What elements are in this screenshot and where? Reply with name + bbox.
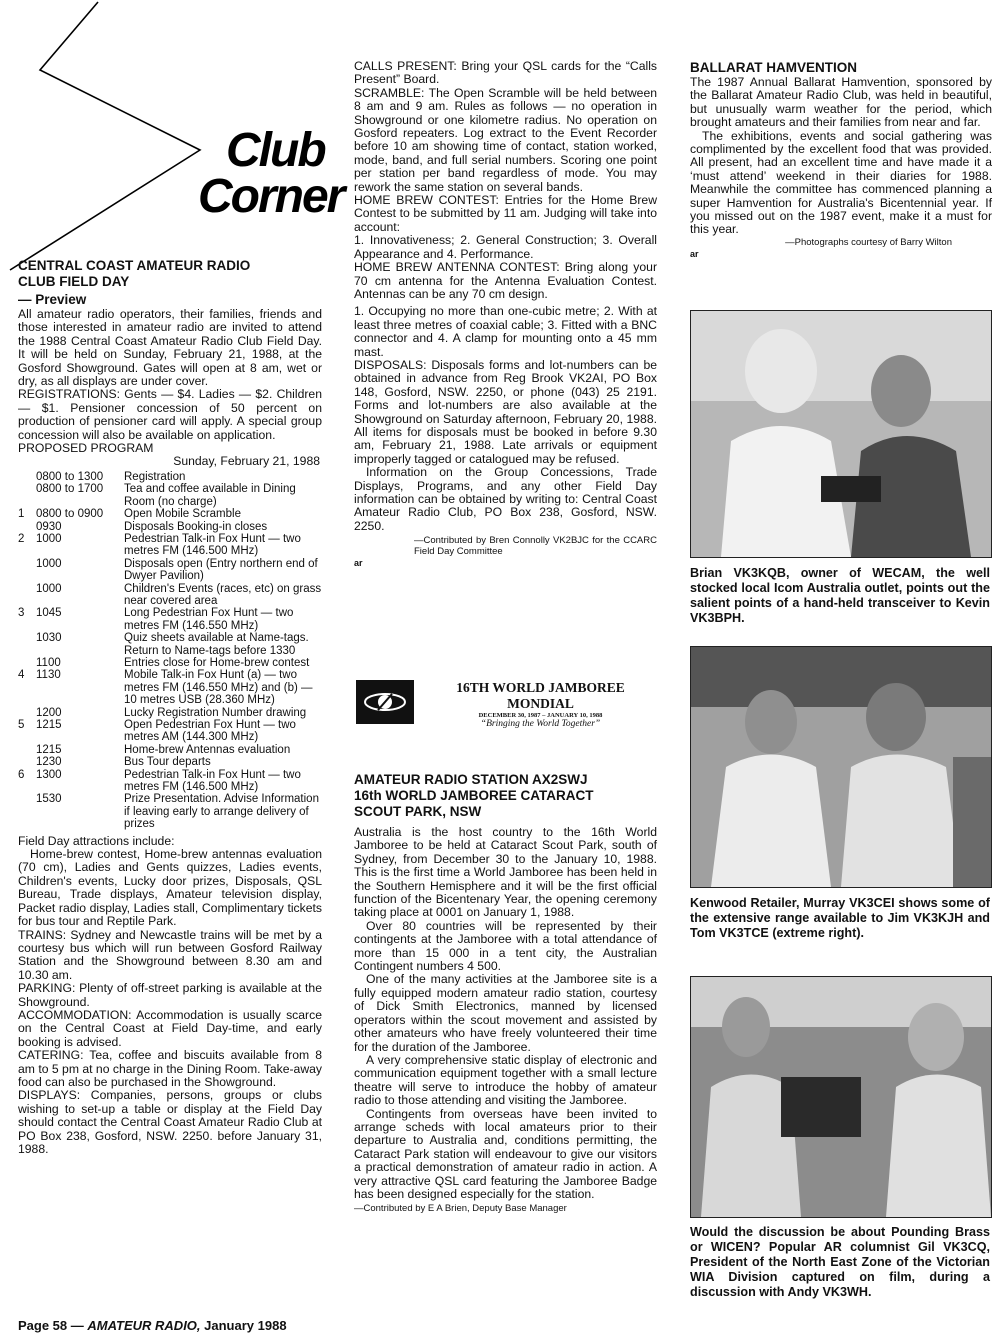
column-2 bbox=[354, 60, 657, 571]
program-row bbox=[18, 719, 322, 744]
program-time: 0930 bbox=[36, 520, 62, 533]
program-row bbox=[18, 657, 322, 669]
program-time: 1215 bbox=[36, 743, 62, 756]
ax2-paragraph-2: Over 80 countries will be represented by their contingents at the Jamboree with a total attendance of more than 15 000 in a tent city, the Australian Contingent numbers 4 500. bbox=[354, 918, 657, 974]
program-description: Prize Presentation. Advise Information if leaving early to arrange delivery of prizes bbox=[124, 793, 319, 831]
program-description: Long Pedestrian Fox Hunt — two metres FM (146.550 MHz) bbox=[124, 607, 294, 632]
article-title-line1: CENTRAL COAST AMATEUR RADIO bbox=[18, 258, 251, 273]
program-description: Home-brew Antennas evaluation bbox=[124, 743, 291, 756]
jamboree-tagline: “Bringing the World Together” bbox=[480, 719, 601, 729]
program-row bbox=[18, 583, 322, 608]
homebrew-paragraph: HOME BREW CONTEST: Entries for the Home Brew Contest to be submitted by 11 am. Judging will take into account: bbox=[354, 193, 657, 234]
disposals-paragraph: DISPOSALS: Disposals forms and lot-numbers can be obtained in advance from Reg Brook VK2AI, PO Box 148, Gosford, NSW. 2250, or phone (043) 25 2191. Forms and lot-numbers are also available at the Showground on Saturday afternoon, February 20, 1988. All items for disposals must be booked in before 9.30 am, February 21, 1988. Late arrivals or equipment improperly tagged or catalogued may be refused. bbox=[354, 357, 657, 466]
program-time: 1000 bbox=[36, 532, 62, 545]
jamboree-banner bbox=[354, 676, 657, 730]
program-row bbox=[18, 793, 322, 830]
ballarat-paragraph-1: The 1987 Annual Ballarat Hamvention, sponsored by the Ballarat Amateur Radio Club, was held in beautiful, but unusually warm weather for the period, which brought amateurs and their families from near and far. bbox=[690, 75, 992, 130]
program-number bbox=[18, 558, 36, 583]
caption-2: Kenwood Retailer, Murray VK3CEI shows some of the extensive range available to Jim VK3KJH and Tom VK3TCE (extreme right). bbox=[690, 896, 990, 940]
program-row bbox=[18, 558, 322, 583]
program-number bbox=[18, 657, 36, 669]
program-row bbox=[18, 607, 322, 632]
caption-3: Would the discussion be about Pounding Brass or WICEN? Popular AR columnist Gil VK3CQ, President of the North East Zone of the Victorian WIA Division captured on film, during a discussion with Andy VK3WH. bbox=[690, 1225, 990, 1299]
page-footer bbox=[18, 1318, 287, 1333]
program-number bbox=[18, 744, 36, 756]
program-heading: PROPOSED PROGRAM bbox=[18, 441, 154, 456]
info-paragraph: Information on the Group Concessions, Trade Displays, Programs, and any other Field Day information can be obtained by writing to: Central Coast Amateur Radio Club, PO Box 238, Gosford, NSW. 2250. bbox=[354, 465, 657, 533]
program-row bbox=[18, 533, 322, 558]
program-time: 0800 to 1300 bbox=[36, 470, 104, 483]
caption-3-block bbox=[690, 1225, 990, 1300]
footer-date: January 1988 bbox=[204, 1318, 287, 1333]
program-row bbox=[18, 769, 322, 794]
homebrew-criteria: 1. Innovativeness; 2. General Construction; 3. Overall Appearance and 4. Performance. bbox=[354, 233, 657, 261]
ar-mark-1: ar bbox=[354, 558, 363, 569]
attractions-heading: Field Day attractions include: bbox=[18, 833, 175, 848]
program-description: Quiz sheets available at Name-tags. Return to Name-tags before 1330 bbox=[124, 632, 309, 657]
program-number bbox=[18, 793, 36, 830]
program-time: 1100 bbox=[36, 656, 61, 669]
program-number bbox=[18, 521, 36, 533]
program-row bbox=[18, 483, 322, 508]
jamboree-title: 16TH WORLD JAMBOREE MONDIAL bbox=[456, 680, 625, 711]
ax2-title-line1: AMATEUR RADIO STATION AX2SWJ bbox=[354, 772, 588, 787]
program-time: 0800 to 0900 bbox=[36, 508, 104, 521]
program-row bbox=[18, 508, 322, 520]
intro-paragraph: All amateur radio operators, their families, friends and those interested in amateur radio are invited to attend the 1988 Central Coast Amateur Radio Club Field Day. It will be held on Sunday, February 21, 1988, at the Gosford Showground. Gates will open at 8 am, wet or dry, as all displays are under cover. bbox=[18, 307, 322, 389]
ax2-paragraph-3: One of the many activities at the Jamboree site is a fully equipped modern amateur radio station, courtesy of Dick Smith Electronics, manned by licensed operators within the scout movement and assisted by other amateurs who have freely volunteered their time for the duration of the Jamboree. bbox=[354, 972, 657, 1054]
caption-2-block bbox=[690, 896, 990, 941]
ax2-paragraph-5: Contingents from overseas have been invited to arrange scheds with local amateurs prior to their departure to Australia and, conditions permitting, the Cataract Park station will endeavour to give our visitors a practical demonstration of amateur radio in action. A very attractive QSL card featuring the Jamboree Badge has been designed especially for the station. bbox=[354, 1106, 657, 1201]
program-row bbox=[18, 632, 322, 657]
logo-text bbox=[198, 124, 344, 223]
program-number: 3 bbox=[18, 607, 25, 620]
program-description: Tea and coffee available in Dining Room (no charge) bbox=[124, 483, 296, 508]
program-time: 1200 bbox=[36, 706, 62, 719]
antenna-criteria: 1. Occupying no more than one-cubic metre; 2. With at least three metres of coaxial cable; 3. Fitted with a BNC connector and 4. A clamp for mounting onto a 45 mm mast. bbox=[354, 304, 657, 359]
photo-brian-kevin bbox=[690, 310, 992, 558]
article-title-line2: CLUB FIELD DAY bbox=[18, 274, 130, 289]
calls-paragraph: CALLS PRESENT: Bring your QSL cards for the “Calls Present” Board. bbox=[354, 59, 657, 87]
program-row bbox=[18, 707, 322, 719]
registrations-paragraph: REGISTRATIONS: Gents — $4. Ladies — $2. Children — $1. Pensioner concession of 50 percent on production of pensioner card will apply. A special group concession will also be available on application. bbox=[18, 387, 322, 442]
program-number bbox=[18, 632, 36, 657]
photo-credit: —Photographs courtesy of Barry Wilton bbox=[785, 236, 952, 248]
program-description: Registration bbox=[124, 470, 186, 483]
program-time: 1230 bbox=[36, 756, 62, 769]
program-description: Pedestrian Talk-in Fox Hunt — two metres FM (146.500 MHz) bbox=[124, 768, 301, 794]
caption-1-block bbox=[690, 566, 990, 626]
logo-arrow-line bbox=[10, 2, 200, 270]
photo-gil-andy bbox=[690, 976, 992, 1218]
ballarat-paragraph-2: The exhibitions, events and social gathering was complimented by the excellent food that was provided. All present, had an excellent time and have made it a ‘must attend’ weekend in their diaries for 1988. Meanwhile the committee has commenced planning a super Hamvention for Australia's Bicentennial year. If you missed out on the 1987 event, make it a must for this year. bbox=[690, 128, 992, 237]
program-row bbox=[18, 471, 322, 483]
program-time: 1215 bbox=[36, 719, 62, 731]
program-description: Open Mobile Scramble bbox=[124, 508, 241, 521]
footer-magazine-name: AMATEUR RADIO, bbox=[87, 1318, 201, 1333]
ax2-title-line3: SCOUT PARK, NSW bbox=[354, 804, 482, 819]
program-date: Sunday, February 21, 1988 bbox=[173, 454, 320, 469]
attractions-paragraph: Home-brew contest, Home-brew antennas evaluation (70 cm), Ladies and Gents quizzes, Ladies events, Children's events, Lucky door prizes, Disposals, QSL Bureau, Trade displays, Amateur television display, Packet radio display, Ladies stall, Complimentary tickets for bus tour and Reptile Park. bbox=[18, 847, 322, 929]
program-description: Children's Events (races, etc) on grass near covered area bbox=[124, 582, 322, 607]
photo-1-image bbox=[691, 311, 991, 557]
catering-paragraph: CATERING: Tea, coffee and biscuits available from 8 am to 5 pm at no charge in the Dining Room. Take-away food can also be purchased in the Showground. bbox=[18, 1048, 322, 1089]
program-number bbox=[18, 483, 36, 508]
ax2-paragraph-4: A very comprehensive static display of electronic and communication equipment together with a small lecture theatre will serve to introduce the hobby of amateur radio to those attending and visiting the Jamboree. bbox=[354, 1052, 657, 1108]
antenna-paragraph: HOME BREW ANTENNA CONTEST: Bring along your 70 cm antenna for the Antenna Evaluation Contest. Antennas can be any 70 cm design. bbox=[354, 260, 657, 301]
ax2-paragraph-1: Australia is the host country to the 16th World Jamboree to be held at Cataract Scout Park, south of Sydney, from December 30 to the January 10, 1988. This is the first time a World Jamboree has been held in the Southern Hemisphere and it will be the first official function of the Bicentenary Year, the opening ceremony taking place at 0001 on January 1, 1988. bbox=[354, 825, 657, 920]
program-number bbox=[18, 583, 36, 608]
program-description: Mobile Talk-in Fox Hunt (a) — two metres FM (146.550 MHz) and (b) — 10 metres USB (28.360 MHz) bbox=[124, 669, 313, 707]
program-row bbox=[18, 669, 322, 706]
preview-heading: — Preview bbox=[18, 292, 87, 307]
ccarc-credit: —Contributed by Bren Connolly VK2BJC for the CCARC Field Day Committee bbox=[414, 535, 657, 558]
footer-page-number: Page 58 — bbox=[18, 1318, 84, 1333]
scramble-paragraph: SCRAMBLE: The Open Scramble will be held between 8 am and 9 am. Rules as follows — no operation in Showground or one kilometre radius. No operation on Gosford repeaters. Log extract to the Event Recorder before 10 am showing time of contact, station worked, mode, band, and full serial numbers. Scoring one point per station per band regardless of mode. You may rework the same station on several bands. bbox=[354, 85, 657, 194]
program-table bbox=[18, 471, 322, 831]
program-number: 5 bbox=[18, 719, 25, 731]
ax2-title-line2: 16th WORLD JAMBOREE CATARACT bbox=[354, 788, 594, 803]
program-number bbox=[18, 707, 36, 719]
column-3 bbox=[690, 60, 992, 261]
program-time: 1530 bbox=[36, 793, 62, 806]
program-row bbox=[18, 521, 322, 533]
program-description: Pedestrian Talk-in Fox Hunt — two metres FM (146.500 MHz) bbox=[124, 532, 301, 558]
jamboree-badge-icon bbox=[356, 680, 414, 724]
jamboree-dates: DECEMBER 30, 1987 – JANUARY 10, 1988 bbox=[478, 712, 603, 719]
photo-murray-jim-tom bbox=[690, 646, 992, 888]
program-row bbox=[18, 756, 322, 768]
caption-1: Brian VK3KQB, owner of WECAM, the well stocked local Icom Australia outlet, points out the salient points of a hand-held transceiver to Kevin VK3BPH. bbox=[690, 566, 990, 625]
program-number: 1 bbox=[18, 508, 25, 521]
program-time: 1300 bbox=[36, 768, 62, 781]
column-2-jamboree bbox=[354, 772, 657, 1214]
accommodation-paragraph: ACCOMMODATION: Accommodation is usually scarce on the Central Coast at Field Day-time, and early booking is advised. bbox=[18, 1007, 322, 1049]
displays-paragraph: DISPLAYS: Companies, persons, groups or clubs wishing to set-up a table or display at the Field Day should contact the Central Coast Amateur Radio Club at PO Box 238, Gosford, NSW. 2250. before January 31, 1988. bbox=[18, 1088, 322, 1156]
program-description: Entries close for Home-brew contest bbox=[124, 656, 310, 669]
ballarat-title: BALLARAT HAMVENTION bbox=[690, 60, 857, 75]
trains-paragraph: TRAINS: Sydney and Newcastle trains will be met by a courtesy bus which will run between Gosford Railway Station and the Showground between 8.30 am and 10.30 am. bbox=[18, 927, 322, 982]
column-1 bbox=[18, 258, 322, 1156]
program-number bbox=[18, 756, 36, 768]
ax2-credit: —Contributed by E A Brien, Deputy Base Manager bbox=[354, 1203, 567, 1215]
program-description: Lucky Registration Number drawing bbox=[124, 706, 307, 719]
ar-mark-2: ar bbox=[690, 248, 699, 259]
program-number: 6 bbox=[18, 768, 25, 781]
jamboree-globe-icon bbox=[356, 680, 414, 724]
program-time: 1045 bbox=[36, 607, 62, 620]
program-time: 1000 bbox=[36, 582, 62, 595]
parking-paragraph: PARKING: Plenty of off-street parking is available at the Showground. bbox=[18, 981, 322, 1009]
program-description: Bus Tour departs bbox=[124, 756, 211, 769]
program-time: 1130 bbox=[36, 669, 61, 682]
logo-line2: Corner bbox=[198, 170, 344, 223]
photo-3-image bbox=[691, 977, 991, 1217]
program-description: Disposals Booking-in closes bbox=[124, 520, 268, 533]
program-number: 2 bbox=[18, 532, 25, 545]
program-description: Disposals open (Entry northern end of Dwyer Pavilion) bbox=[124, 557, 318, 583]
program-time: 1000 bbox=[36, 557, 62, 570]
logo-line1: Club bbox=[226, 124, 325, 177]
photo-2-image bbox=[691, 647, 991, 887]
program-description: Open Pedestrian Fox Hunt — two metres AM (144.300 MHz) bbox=[124, 719, 296, 744]
program-row bbox=[18, 744, 322, 756]
program-time: 0800 to 1700 bbox=[36, 483, 104, 496]
program-number: 4 bbox=[18, 669, 25, 682]
program-time: 1030 bbox=[36, 632, 62, 645]
program-number bbox=[18, 471, 36, 483]
